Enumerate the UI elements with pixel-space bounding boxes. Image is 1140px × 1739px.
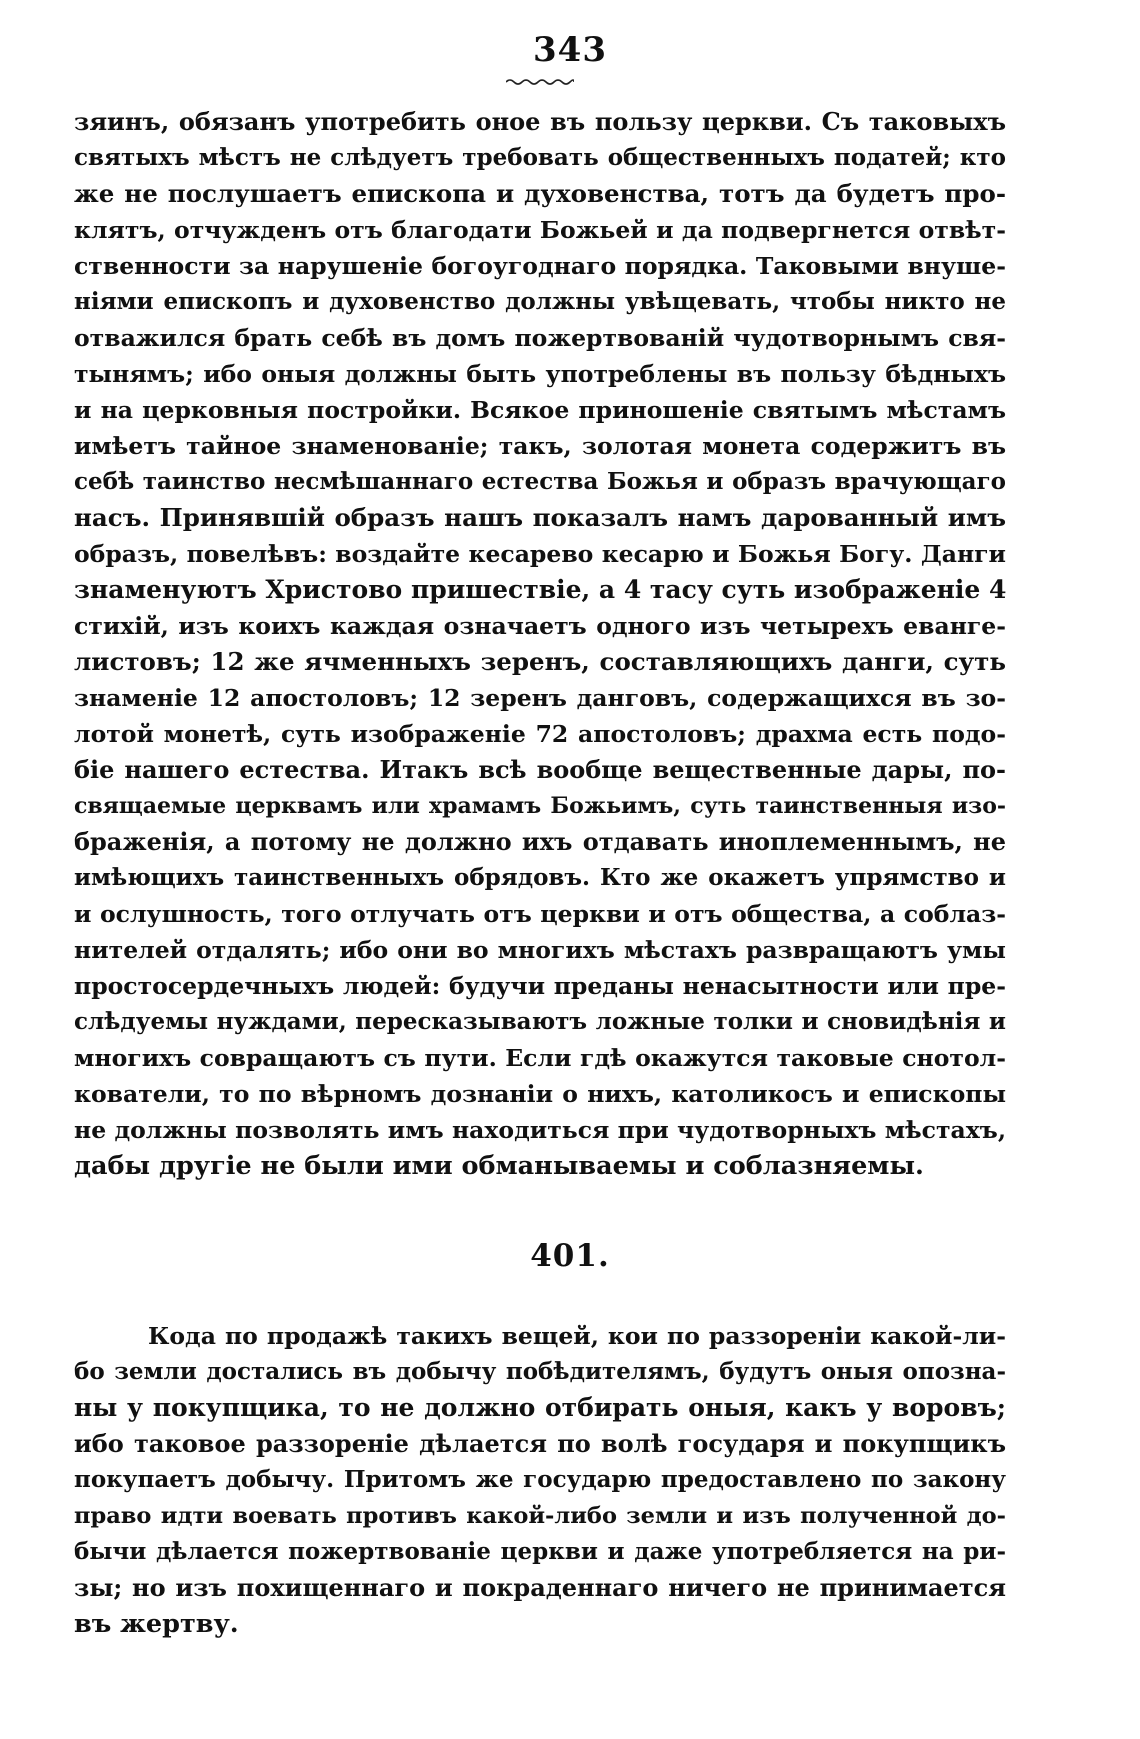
text-line: многихъ совращаютъ съ пути. Если гдѣ окажутся таковые снотол- bbox=[74, 1044, 1006, 1072]
text-line: зяинъ, обязанъ употребить оное въ пользу церкви. Съ таковыхъ bbox=[74, 107, 1006, 136]
text-line: лотой монетѣ, суть изображеніе 72 апостоловъ; драхма есть подо- bbox=[74, 720, 1006, 748]
text-line: бычи дѣлается пожертвованіе церкви и даже употребляется на ри- bbox=[74, 1538, 1006, 1565]
text-line: кователи, то по вѣрномъ дознаніи о нихъ, католикосъ и епископы bbox=[74, 1080, 1006, 1108]
text-line: клятъ, отчужденъ отъ благодати Божьей и да подвергнется отвѣт- bbox=[74, 216, 1006, 244]
text-line: Кода по продажѣ такихъ вещей, кои по раззореніи какой-ли- bbox=[148, 1322, 1006, 1350]
text-line: покупаетъ добычу. Притомъ же государю предоставлено по закону bbox=[74, 1466, 1006, 1493]
text-line: образъ, повелѣвъ: воздайте кесарево кесарю и Божья Богу. Данги bbox=[74, 540, 1006, 568]
text-line: отважился брать себѣ въ домъ пожертвованій чудотворнымъ свя- bbox=[74, 324, 1006, 352]
text-line: насъ. Принявшій образъ нашъ показалъ намъ дарованный имъ bbox=[74, 503, 1006, 532]
page-number: 343 bbox=[533, 30, 607, 70]
text-line: ственности за нарушеніе богоугоднаго порядка. Таковыми внуше- bbox=[74, 252, 1006, 280]
text-line: свящаемые церквамъ или храмамъ Божьимъ, суть таинственныя изо- bbox=[74, 793, 1006, 819]
text-line: знаменуютъ Христово пришествіе, а 4 тасу суть изображеніе 4 bbox=[74, 575, 1007, 604]
text-line: біе нашего естества. Итакъ всѣ вообще вещественные дары, по- bbox=[74, 755, 1006, 784]
text-line: дабы другіе не были ими обманываемы и соблазняемы. bbox=[74, 1151, 924, 1181]
wavy-underline-ornament bbox=[506, 78, 574, 86]
text-line: въ жертву. bbox=[74, 1609, 239, 1639]
text-line: браженія, а потому не должно ихъ отдавать иноплеменнымъ, не bbox=[74, 827, 1006, 856]
text-line: слѣдуемы нуждами, пересказываютъ ложные толки и сновидѣнія и bbox=[74, 1008, 1006, 1035]
text-line: и на церковныя постройки. Всякое приношеніе святымъ мѣстамъ bbox=[74, 396, 1006, 424]
text-line: и ослушность, того отлучать отъ церкви и отъ общества, а соблаз- bbox=[74, 900, 1006, 928]
text-line: себѣ таинство несмѣшаннаго естества Божья и образъ врачующаго bbox=[74, 468, 1006, 495]
text-line: листовъ; 12 же ячменныхъ зеренъ, составляющихъ данги, суть bbox=[74, 647, 1006, 676]
text-line: ны у покупщика, то не должно отбирать оныя, какъ у воровъ; bbox=[74, 1393, 1006, 1422]
text-line: тынямъ; ибо оныя должны быть употреблены въ пользу бѣдныхъ bbox=[74, 360, 1006, 388]
text-line: ніями епископъ и духовенство должны увѣщевать, чтобы никто не bbox=[74, 288, 1006, 315]
section-number: 401. bbox=[530, 1238, 610, 1274]
text-line: бо земли достались въ добычу побѣдителямъ, будутъ оныя опозна- bbox=[74, 1358, 1006, 1385]
text-line: имѣющихъ таинственныхъ обрядовъ. Кто же окажетъ упрямство и bbox=[74, 864, 1006, 891]
text-line: знаменіе 12 апостоловъ; 12 зеренъ данговъ, содержащихся въ зо- bbox=[74, 684, 1006, 712]
text-line: ибо таковое раззореніе дѣлается по волѣ государя и покупщикъ bbox=[74, 1429, 1006, 1458]
text-line: право идти воевать противъ какой-либо земли и изъ полученной до- bbox=[74, 1503, 1006, 1529]
text-line: же не послушаетъ епископа и духовенства, тотъ да будетъ про- bbox=[74, 179, 1006, 208]
text-line: зы; но изъ похищеннаго и покраденнаго ничего не принимается bbox=[74, 1573, 1006, 1602]
text-line: святыхъ мѣстъ не слѣдуетъ требовать общественныхъ податей; кто bbox=[74, 144, 1006, 171]
text-line: простосердечныхъ людей: будучи преданы ненасытности или пре- bbox=[74, 972, 1006, 1000]
text-line: стихій, изъ коихъ каждая означаетъ одного изъ четырехъ еванге- bbox=[74, 612, 1006, 640]
text-line: нителей отдалять; ибо они во многихъ мѣстахъ развращаютъ умы bbox=[74, 936, 1006, 964]
text-line: имѣетъ тайное знаменованіе; такъ, золотая монета содержитъ въ bbox=[74, 432, 1006, 460]
text-line: не должны позволять имъ находиться при чудотворныхъ мѣстахъ, bbox=[74, 1116, 1006, 1144]
